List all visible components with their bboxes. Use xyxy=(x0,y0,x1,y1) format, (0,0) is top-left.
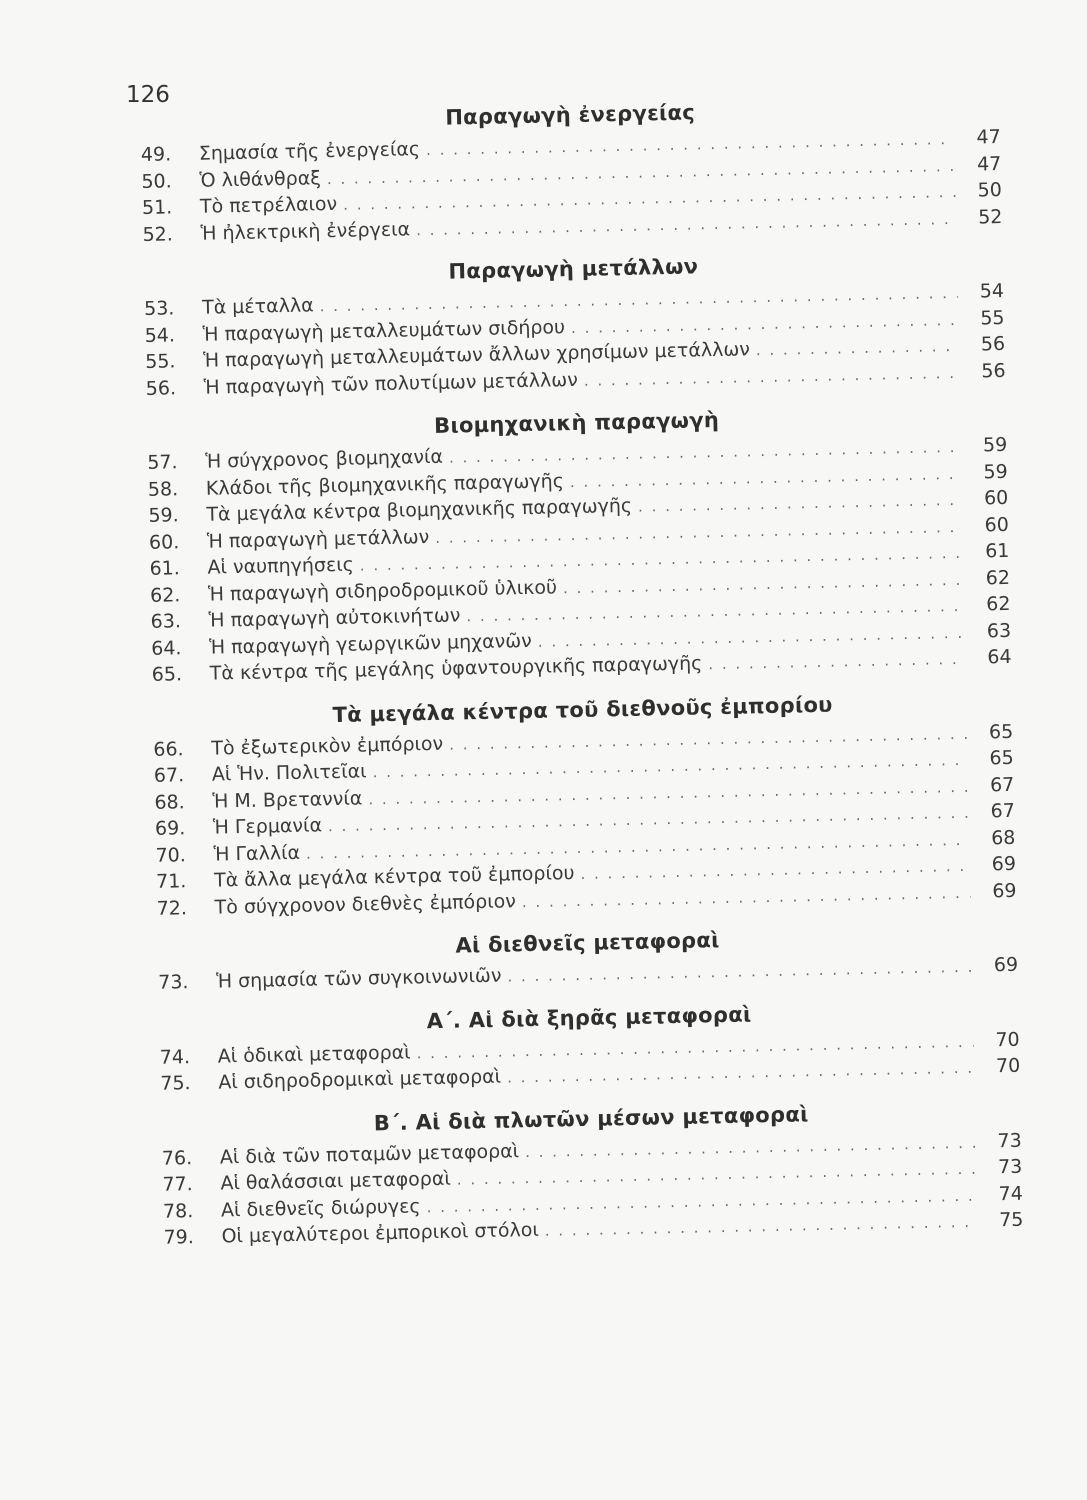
entry-number: 49. xyxy=(140,143,172,166)
page-number: 126 xyxy=(126,82,170,108)
section-title: Βιομηχανικὴ παραγωγὴ xyxy=(433,407,720,438)
dot-leader xyxy=(525,1133,976,1160)
entry-number: 79. xyxy=(163,1226,195,1249)
entry-title: Ἡ παραγωγὴ μεταλλευμάτων σιδήρου xyxy=(202,315,566,346)
dot-leader xyxy=(584,363,960,389)
entry-page: 75 xyxy=(998,1208,1024,1232)
entry-title: Ἡ παραγωγὴ μετάλλων xyxy=(206,525,430,553)
section-title: Α΄. Αἱ διὰ ξηρᾶς μεταφοραὶ xyxy=(426,1001,752,1033)
entry-page: 74 xyxy=(998,1182,1024,1205)
entry-page: 61 xyxy=(984,539,1010,563)
section-title: Παραγωγὴ ἐνεργείας xyxy=(445,100,696,130)
entry-page: 56 xyxy=(980,332,1006,356)
entry-page: 69 xyxy=(992,879,1017,902)
entry-number: 71. xyxy=(155,870,187,893)
entry-number: 63. xyxy=(150,610,182,633)
entry-number: 66. xyxy=(153,737,184,761)
entry-title: Τὸ σύγχρονον διεθνὲς ἐμπόριον xyxy=(214,889,517,919)
entry-page: 65 xyxy=(989,746,1014,770)
entry-title: Οἱ μεγαλύτεροι ἐμπορικοὶ στόλοι xyxy=(221,1218,539,1248)
entry-number: 74. xyxy=(159,1045,191,1069)
entry-number: 56. xyxy=(145,376,177,400)
entry-page: 70 xyxy=(995,1028,1020,1051)
entry-title: Ἡ Γερμανία xyxy=(212,814,323,839)
entry-page: 69 xyxy=(991,852,1017,876)
entry-page: 70 xyxy=(995,1054,1021,1078)
toc-section xyxy=(161,1097,1024,1253)
entry-number: 52. xyxy=(142,222,174,246)
section-title: Παραγωγὴ μετάλλων xyxy=(448,254,699,284)
entry-title: Ἡ παραγωγὴ γεωργικῶν μηχανῶν xyxy=(208,629,533,659)
entry-number: 73. xyxy=(158,971,189,994)
dot-leader xyxy=(580,857,970,883)
entry-title: Ὁ λιθάνθραξ xyxy=(199,166,322,192)
entry-number: 67. xyxy=(153,764,185,787)
entry-title: Αἱ ὁδικαὶ μεταφοραὶ xyxy=(217,1041,411,1068)
section-title: Αἱ διεθνεῖς μεταφοραὶ xyxy=(455,928,720,958)
entry-number: 50. xyxy=(141,169,172,193)
entry-title: Ἡ σημασία τῶν συγκοινωνιῶν xyxy=(215,964,502,993)
entry-page: 68 xyxy=(990,826,1016,849)
dot-leader xyxy=(638,491,963,516)
entry-number: 72. xyxy=(156,896,188,920)
entry-number: 69. xyxy=(154,817,186,840)
section-title: Β΄. Αἱ διὰ πλωτῶν μέσων μεταφοραὶ xyxy=(373,1101,809,1135)
entry-page: 67 xyxy=(989,773,1015,796)
entry-number: 51. xyxy=(141,196,173,219)
dot-leader xyxy=(563,570,964,596)
entry-title: Ἡ παραγωγὴ αὐτοκινήτων xyxy=(208,604,461,632)
entry-number: 53. xyxy=(143,297,175,320)
entry-page: 62 xyxy=(986,592,1011,616)
entry-page: 56 xyxy=(981,359,1006,382)
dot-leader xyxy=(570,464,962,490)
entry-number: 75. xyxy=(160,1072,191,1095)
section-title: Τὰ μεγάλα κέντρα τοῦ διεθνοῦς ἐμπορίου xyxy=(332,692,833,727)
entry-number: 60. xyxy=(148,530,180,554)
entry-page: 50 xyxy=(977,178,1003,202)
entry-page: 59 xyxy=(982,433,1008,457)
dot-leader xyxy=(545,1213,978,1240)
entry-number: 62. xyxy=(149,583,181,607)
dot-leader xyxy=(538,623,966,650)
dot-leader xyxy=(507,958,972,986)
entry-page: 73 xyxy=(997,1155,1023,1179)
entry-number: 59. xyxy=(148,504,179,527)
entry-page: 60 xyxy=(984,513,1010,536)
entry-title: Αἱ σιδηροδρομικαὶ μεταφοραὶ xyxy=(218,1065,502,1094)
entry-number: 54. xyxy=(144,323,176,347)
entry-title: Αἱ Ἡν. Πολιτεῖαι xyxy=(211,760,367,786)
entry-number: 77. xyxy=(162,1173,193,1196)
dot-leader xyxy=(522,883,971,910)
entry-page: 63 xyxy=(986,619,1012,642)
entry-page: 59 xyxy=(983,460,1008,483)
entry-title: Κλάδοι τῆς βιομηχανικῆς παραγωγῆς xyxy=(205,469,565,500)
entry-title: Τὰ μεγάλα κέντρα βιομηχανικῆς παραγωγῆς xyxy=(206,494,633,526)
entry-title: Ἡ ἠλεκτρικὴ ἐνέργεια xyxy=(200,217,411,245)
entry-number: 57. xyxy=(147,451,178,474)
toc-section xyxy=(152,688,1016,923)
entry-page: 73 xyxy=(997,1129,1022,1152)
entry-number: 55. xyxy=(145,350,176,373)
table-of-contents xyxy=(140,94,1024,1269)
entry-page: 54 xyxy=(979,279,1005,303)
entry-page: 64 xyxy=(987,645,1012,669)
entry-number: 58. xyxy=(147,477,179,501)
entry-page: 62 xyxy=(985,566,1011,589)
dot-leader xyxy=(756,337,960,359)
entry-title: Ἡ σύγχρονος βιομηχανία xyxy=(205,445,444,473)
entry-title: Ἡ Μ. Βρεταννία xyxy=(212,786,363,813)
entry-title: Αἱ διὰ τῶν ποταμῶν μεταφοραὶ xyxy=(219,1139,520,1169)
entry-page: 47 xyxy=(976,125,1001,149)
entry-number: 70. xyxy=(155,843,187,867)
toc-section xyxy=(140,94,1003,250)
entry-title: Ἡ Γαλλία xyxy=(213,841,301,866)
entry-title: Αἱ θαλάσσιαι μεταφοραὶ xyxy=(220,1167,452,1195)
dot-leader xyxy=(571,310,959,336)
entry-number: 64. xyxy=(151,636,182,660)
dot-leader xyxy=(708,650,966,673)
entry-number: 65. xyxy=(151,663,183,686)
entry-title: Ἡ παραγωγὴ μεταλλευμάτων ἄλλων χρησίμων μετάλλων xyxy=(202,338,751,372)
entry-number: 68. xyxy=(154,790,185,814)
entry-title: Τὰ μέταλλα xyxy=(201,294,314,319)
entry-title: Ἡ παραγωγὴ τῶν πολυτίμων μετάλλων xyxy=(203,368,579,399)
entry-title: Σημασία τῆς ἐνεργείας xyxy=(198,138,421,165)
entry-title: Ἡ παραγωγὴ σιδηροδρομικοῦ ὑλικοῦ xyxy=(207,575,558,606)
entry-page: 67 xyxy=(990,799,1016,823)
entry-title: Τὸ ἐξωτερικὸν ἐμπόριον xyxy=(211,732,444,760)
toc-section xyxy=(143,248,1006,404)
entry-title: Αἱ διεθνεῖς διώρυγες xyxy=(220,1194,421,1222)
entry-number: 78. xyxy=(162,1199,194,1223)
entry-page: 47 xyxy=(976,152,1002,175)
entry-page: 52 xyxy=(977,205,1003,228)
toc-section xyxy=(146,402,1011,690)
toc-section xyxy=(159,996,1021,1099)
entry-number: 76. xyxy=(161,1146,193,1170)
toc-section xyxy=(157,922,1018,998)
entry-number: 61. xyxy=(149,557,181,580)
entry-title: Τὰ ἄλλα μεγάλα κέντρα τοῦ ἐμπορίου xyxy=(213,862,575,892)
entry-page: 69 xyxy=(993,953,1019,977)
entry-title: Τὰ κέντρα τῆς μεγάλης ὑφαντουργικῆς παραγωγῆς xyxy=(209,652,703,685)
entry-page: 60 xyxy=(983,486,1009,510)
entry-title: Αἱ ναυπηγήσεις xyxy=(207,553,355,579)
entry-page: 55 xyxy=(980,306,1005,329)
entry-page: 65 xyxy=(988,720,1014,743)
entry-title: Τὸ πετρέλαιον xyxy=(199,192,338,218)
